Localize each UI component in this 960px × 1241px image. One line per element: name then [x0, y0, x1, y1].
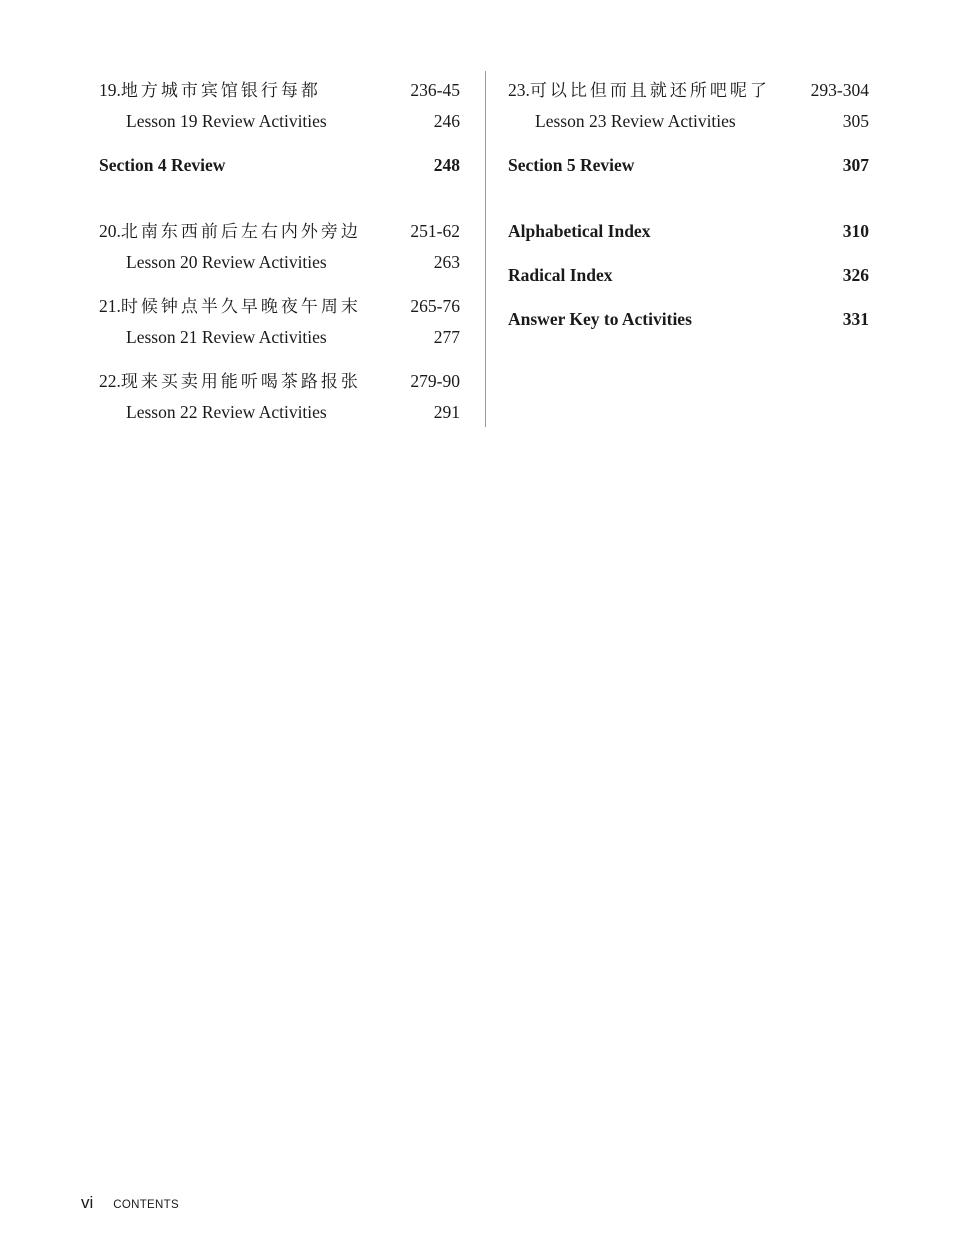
- page-number: 310: [842, 221, 869, 241]
- footer-page-number: vi: [81, 1193, 94, 1212]
- page-number: 263: [433, 252, 460, 272]
- toc-entry-lesson-23-review[interactable]: [535, 110, 869, 132]
- page-range: 279-90: [410, 371, 460, 391]
- toc-entry-section-4-review[interactable]: [99, 154, 460, 176]
- page-number: 246: [433, 111, 460, 131]
- toc-entry-radical-index[interactable]: [508, 264, 869, 286]
- toc-entry-lesson-22[interactable]: [99, 370, 460, 393]
- page-number: 277: [433, 327, 460, 347]
- toc-entry-alphabetical-index[interactable]: [508, 220, 869, 242]
- toc-entry-lesson-22-review[interactable]: [126, 401, 460, 423]
- toc-entry-lesson-23[interactable]: [508, 79, 869, 102]
- toc-entry-section-5-review[interactable]: [508, 154, 869, 176]
- entry-label: Lesson 20 Review Activities: [126, 252, 327, 272]
- entry-label: Answer Key to Activities: [508, 309, 692, 329]
- lesson-number: 23.: [508, 80, 530, 100]
- entry-label: Section 5 Review: [508, 155, 635, 175]
- lesson-characters: 地方城市宾馆银行每都: [120, 81, 321, 101]
- column-divider: [485, 71, 486, 427]
- toc-entry-lesson-21-review[interactable]: [126, 326, 460, 348]
- lesson-number: 21.: [99, 296, 121, 316]
- lesson-characters: 可以比但而且就还所吧呢了: [529, 81, 770, 101]
- page-number: 326: [842, 265, 869, 285]
- toc-entry-answer-key[interactable]: [508, 308, 869, 330]
- lesson-number: 19.: [99, 80, 121, 100]
- toc-entry-lesson-19-review[interactable]: [126, 110, 460, 132]
- page-number: 307: [842, 155, 869, 175]
- toc-entry-lesson-20[interactable]: [99, 220, 460, 243]
- lesson-number: 20.: [99, 221, 121, 241]
- lesson-characters: 现来买卖用能听喝茶路报张: [120, 372, 361, 392]
- entry-label: Lesson 21 Review Activities: [126, 327, 327, 347]
- lesson-number: 22.: [99, 371, 121, 391]
- page-number: 291: [433, 402, 460, 422]
- page-number: 305: [842, 111, 869, 131]
- toc-entry-lesson-19[interactable]: [99, 79, 460, 102]
- page-number: 248: [433, 155, 460, 175]
- running-head: CONTENTS: [113, 1199, 179, 1211]
- page-range: 236-45: [410, 80, 460, 100]
- entry-label: Lesson 22 Review Activities: [126, 402, 327, 422]
- lesson-characters: 北南东西前后左右内外旁边: [120, 222, 361, 242]
- entry-label: Section 4 Review: [99, 155, 226, 175]
- page-number: 331: [842, 309, 869, 329]
- page-range: 251-62: [410, 221, 460, 241]
- page-footer: [81, 1193, 179, 1213]
- entry-label: Radical Index: [508, 265, 613, 285]
- page-range: 293-304: [810, 80, 869, 100]
- entry-label: Lesson 23 Review Activities: [535, 111, 736, 131]
- lesson-characters: 时候钟点半久早晚夜午周末: [120, 297, 361, 317]
- toc-entry-lesson-21[interactable]: [99, 295, 460, 318]
- entry-label: Alphabetical Index: [508, 221, 651, 241]
- toc-entry-lesson-20-review[interactable]: [126, 251, 460, 273]
- page-range: 265-76: [410, 296, 460, 316]
- entry-label: Lesson 19 Review Activities: [126, 111, 327, 131]
